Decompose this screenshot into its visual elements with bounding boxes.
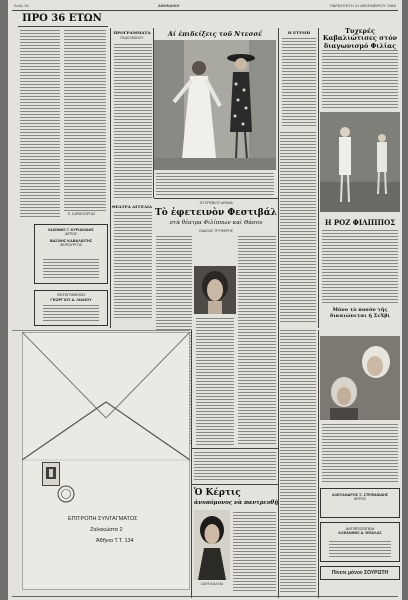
- ad-surgeon-name: ΒΑΣΙΛΗΣ ΚΑΒΑΛΙΩΤΗΣ: [49, 239, 93, 243]
- top-photo-title: Αί ἐπιδείξεις τοῦ Ντεσσέ: [167, 30, 263, 38]
- kerris-title: Ὁ Κέρτις: [194, 488, 241, 498]
- ad-balas-label: ΑΝΤΙΠΡΟΣΩΠΕΙΑ: [345, 527, 375, 531]
- ad-photo-studio-name: ΓΕΩΡΓΙΟΥ Δ. ΛΙΑΝΟΥ: [50, 297, 92, 302]
- right-narrow-text-lower: [280, 330, 316, 592]
- ad-doctor-details: [43, 259, 99, 279]
- left-column-author: Ε. ΚΑΡΑΓΙΩΡΓΑΣ: [68, 212, 96, 216]
- mid-small-title: ΘΕΑΤΡΑ ΑΓΓΕΛΙΑ: [112, 204, 153, 209]
- drama-top-rule: [154, 198, 278, 199]
- ad-stefanidis-name: ΑΛΕΞΑΝΔΡΟΣ Ξ. ΣΤΕΦΑΝΙΔΗΣ: [331, 493, 389, 497]
- column-divider-3: [278, 28, 279, 598]
- drama-bottom-rule: [192, 448, 278, 449]
- drama-title: Τὸ ἐφετεινὸν Φεστιβάλ: [155, 208, 277, 218]
- right-top-title: Τυχερές Καβαλιώτισες στόν διαγωνισμό Φιλίας: [322, 27, 398, 50]
- ad-sourotis-text: Πίνετε μόνον ΣΟΥΡΩΤΗ: [331, 570, 389, 576]
- envelope-address: [68, 516, 152, 544]
- footer-rule: [12, 596, 398, 597]
- sexbi-text: [322, 424, 398, 484]
- drama-label: ΤΟ ΕΡΕΒΙΟΥ ΔΡΑΜΑ: [199, 201, 233, 205]
- ad-surgeon-role: ΧΕΙΡΟΥΡΓΟΣ: [59, 243, 83, 247]
- mid-small-text: [114, 212, 152, 320]
- kerris-caption: ΣΑΡΑ ΚΑΛΛΙΑ: [200, 582, 224, 586]
- envelope: [22, 332, 190, 590]
- right-top-text: [322, 50, 398, 108]
- ad-balas: [320, 522, 400, 562]
- left-title-rule: [18, 26, 108, 27]
- ad-doctor-role: ΙΑΤΡΟΣ: [64, 232, 78, 236]
- right-mid-subtitle: Μόνο τὸ ποσόν τῆς δικαιώνεται ἡ ΣεΧβι: [330, 307, 390, 319]
- kerris-subtitle: ἀνυπόμονος νὰ παντρευθῇ: [194, 500, 279, 506]
- postmark: [56, 484, 76, 504]
- agenda-title: Η ΕΤΥΜΗ: [287, 30, 311, 35]
- ad-stefanidis-role: ΙΑΤΡΟΣ: [353, 497, 367, 501]
- ad-stefanidis: [320, 488, 400, 518]
- envelope-sender: ΕΠΙΤΡΟΠΗ ΣΥΝΤΑΓΜΑΤΟΣ: [68, 516, 138, 522]
- newspaper-page: [8, 0, 402, 600]
- envelope-top-rule: [12, 330, 190, 331]
- ad-photo-studio-details: [43, 305, 99, 321]
- sexbi-photo: [320, 336, 400, 420]
- left-column-text-a: [20, 30, 60, 218]
- ad-balas-name: ΚΛΕΑΝΘΗΣ Α. ΜΠΑΛΑΣ: [338, 531, 382, 535]
- drama-subtitle: στὰ θέατρα Φιλίππων καὶ Θάσου: [169, 220, 263, 226]
- ad-doctor: [34, 224, 108, 284]
- ad-sourotis: [320, 566, 400, 580]
- ad-photo-studio-label: ΦΩΤΟΓΡΑΦΕΙΟΝ: [57, 293, 85, 297]
- ad-balas-details: [329, 541, 391, 557]
- envelope-street: Ζαλοκώστα 2: [90, 527, 123, 533]
- left-column-title: ΠΡΟ 36 ΕΤΩΝ: [22, 13, 102, 24]
- envelope-city: Ἀθῆναι Τ.Τ. 134: [96, 538, 134, 544]
- drama-byline: ΟΔΑΛΗΣ ΤΡΥΦΕΡΗΣ: [198, 229, 234, 233]
- left-column-text-b: [64, 30, 106, 212]
- drama-text-c: [238, 236, 276, 446]
- drama-portrait: [194, 266, 236, 314]
- kerris-top-rule: [192, 484, 278, 485]
- drama-text-b: [196, 318, 234, 446]
- masthead: ΑΘΗΝΑΙΚΗ: [158, 3, 180, 8]
- ad-photo-studio: [34, 290, 108, 326]
- kerris-text: [233, 512, 276, 592]
- column-divider-1: [110, 28, 111, 328]
- program-title: ΠΡΟΓΡΑΜΜΑΤΑ: [113, 30, 151, 35]
- postage-stamp: [42, 462, 60, 486]
- page-date: ΠΑΡΑΣΚΕΥΗ 11 ΔΕΚΕΜΒΡΙΟΥ 1964: [329, 3, 396, 8]
- header-rule: [12, 10, 398, 11]
- right-narrow-text: [280, 132, 316, 322]
- kerris-photo: [194, 510, 230, 580]
- page-number: Σελίς 16: [14, 3, 29, 8]
- column-divider-6: [318, 330, 319, 598]
- right-mid-title: Η ΡΟΖ ΦΙΛΙΠΠΟΣ: [324, 218, 396, 227]
- contest-photo: [320, 112, 400, 212]
- column-divider-4: [318, 28, 319, 328]
- top-photo-caption: [156, 173, 274, 195]
- right-mid-text: [322, 230, 398, 305]
- agenda-text: [282, 38, 316, 126]
- column-divider-5: [191, 330, 192, 598]
- fashion-show-photo: [154, 40, 276, 170]
- program-subtitle: ΡΑΔΙΟΦΩΝΟΥ: [120, 36, 144, 40]
- program-text: [114, 44, 152, 199]
- ad-doctor-name: ΙΩΑΝΝΗΣ Γ. ΚΥΡΙΑΚΙΔΗΣ: [48, 228, 94, 232]
- drama-continuation-text: [194, 452, 276, 482]
